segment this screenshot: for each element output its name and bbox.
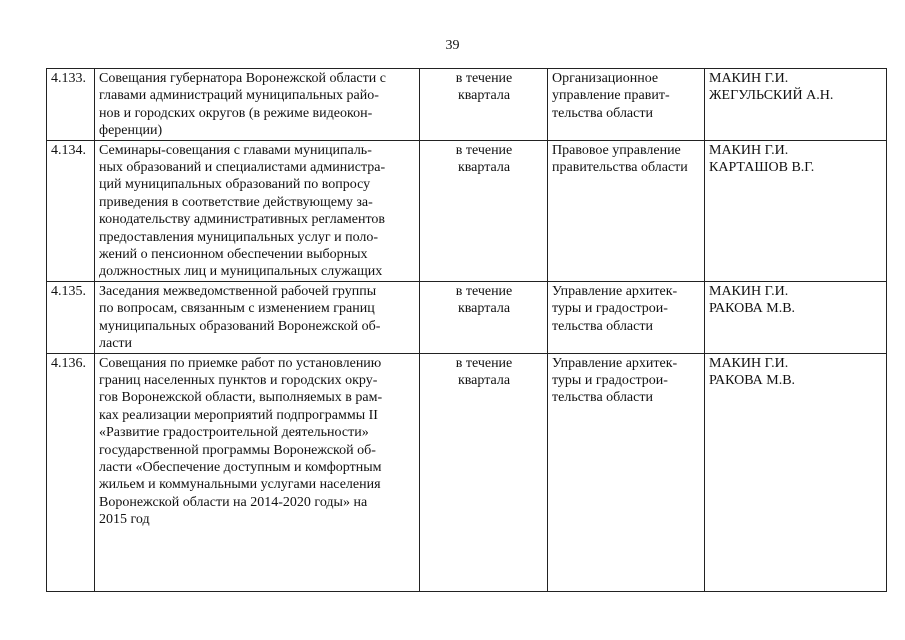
responsible-persons-line: МАКИН Г.И. [709,142,789,158]
responsible-department-cell [548,281,705,353]
responsible-department-line: Управление архитек- [552,355,678,371]
responsible-persons-line: РАКОВА М.В. [709,372,796,388]
item-number: 4.136. [51,355,86,371]
responsible-department-line: тельства области [552,105,653,121]
event-description-line: предоставления муниципальных услуг и поло- [99,229,379,245]
event-description-line: ций муниципальных образований по вопросу [99,177,371,193]
event-description-line: нов и городских округов (в режиме видеокон- [99,105,373,121]
responsible-department-line: Организационное [552,71,659,86]
event-description-line: ласти «Обеспечение доступным и комфортным [99,459,382,475]
table-row [47,69,887,141]
event-description-line: границ населенных пунктов и городских окру- [99,372,378,388]
event-description-line: Воронежской области на 2014-2020 годы» на [99,494,368,510]
event-description-line: жений о пенсионном обеспечении выборных [99,247,368,263]
event-term-line: квартала [457,160,511,176]
event-term-line: квартала [457,372,511,388]
responsible-persons-cell [705,69,887,141]
responsible-department-line: Правовое управление [552,142,681,158]
event-description-line: ференции) [99,123,163,139]
responsible-department-line: туры и градострои- [552,372,668,388]
event-description-line: 2015 год [99,512,150,528]
responsible-department-line: правительства области [552,160,688,176]
event-description-line: гов Воронежской области, выполняемых в рам- [99,390,383,406]
event-term-cell [420,140,548,281]
responsible-department-line: туры и градострои- [552,301,668,317]
event-description-line: муниципальных образований Воронежской об- [99,318,381,334]
responsible-persons-line: МАКИН Г.И. [709,283,789,299]
event-description-cell [95,69,420,141]
table-row [47,353,887,591]
event-description-line: жильем и коммунальными услугами населения [99,477,381,493]
event-term-line: в течение [455,355,513,371]
event-description-line: Совещания по приемке работ по установлению [99,355,382,371]
event-description-line: приведения в соответствие действующему за- [99,194,373,210]
responsible-department-line: тельства области [552,390,653,406]
responsible-department-line: управление правит- [552,88,670,104]
event-description-line: Семинары-совещания с главами муниципаль- [99,142,372,158]
item-number: 4.134. [51,142,86,158]
event-description-line: Совещания губернатора Воронежской области с [99,71,386,86]
item-number-cell [47,140,95,281]
responsible-department-cell [548,353,705,591]
responsible-persons-line: ЖЕГУЛЬСКИЙ А.Н. [709,88,834,104]
event-description-line: Заседания межведомственной рабочей группы [99,283,377,299]
page-number: 39 [445,38,460,53]
event-description-cell [95,281,420,353]
responsible-persons-line: РАКОВА М.В. [709,301,796,317]
event-description-cell [95,140,420,281]
event-description-line: государственной программы Воронежской об- [99,442,376,458]
event-description-cell [95,353,420,591]
table-row [47,281,887,353]
event-term-cell [420,69,548,141]
event-term-cell [420,353,548,591]
table-row [47,140,887,281]
responsible-persons-line: КАРТАШОВ В.Г. [709,160,815,176]
event-description-line: конодательству административных регламентов [99,212,386,228]
item-number: 4.133. [51,71,86,86]
event-term-line: квартала [457,301,511,317]
responsible-persons-line: МАКИН Г.И. [709,71,789,86]
responsible-department-cell [548,140,705,281]
responsible-persons-cell [705,281,887,353]
event-description-line: должностных лиц и муниципальных служащих [99,264,383,280]
responsible-persons-cell [705,140,887,281]
event-description-line: ках реализации мероприятий подпрограммы II [99,407,378,423]
event-description-line: ласти [99,336,133,352]
responsible-department-line: Управление архитек- [552,283,678,299]
item-number-cell [47,69,95,141]
item-number-cell [47,281,95,353]
responsible-persons-line: МАКИН Г.И. [709,355,789,371]
item-number: 4.135. [51,283,86,299]
event-term-line: в течение [455,71,513,86]
event-term-cell [420,281,548,353]
responsible-department-line: тельства области [552,318,653,334]
event-term-line: в течение [455,142,513,158]
responsible-persons-cell [705,353,887,591]
event-description-line: ных образований и специалистами администра- [99,160,386,176]
item-number-cell [47,353,95,591]
responsible-department-cell [548,69,705,141]
event-term-line: в течение [455,283,513,299]
plan-table [46,68,887,592]
event-description-line: по вопросам, связанным с изменением границ [99,301,375,317]
plan-table-body [47,69,887,592]
event-term-line: квартала [457,88,511,104]
event-description-line: «Развитие градостроительной деятельности» [99,425,369,441]
event-description-line: главами администраций муниципальных райо- [99,88,379,104]
